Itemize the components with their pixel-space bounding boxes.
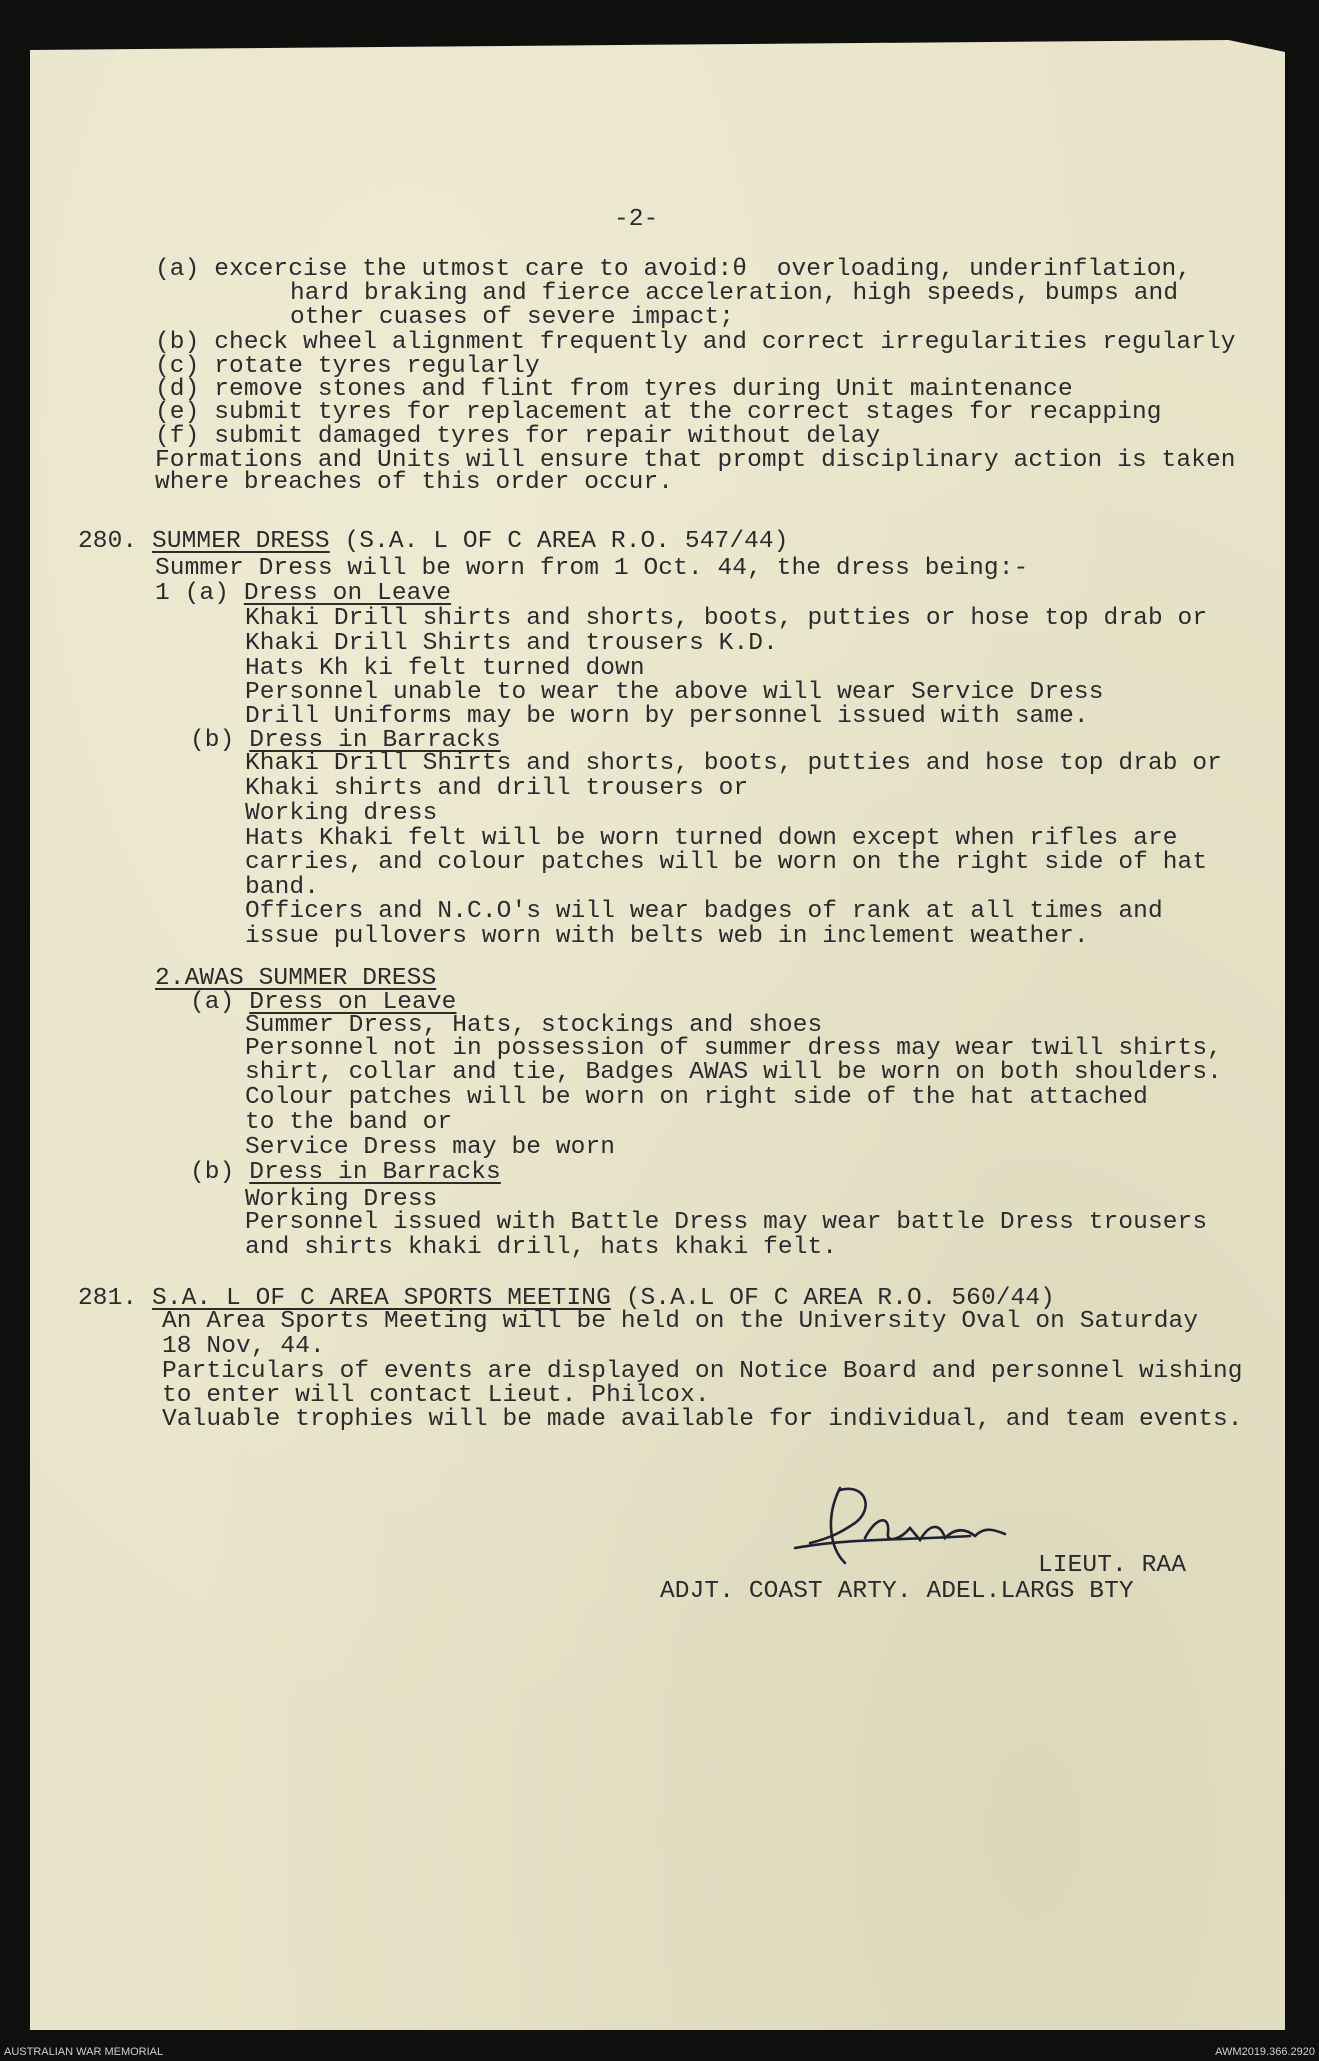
text-line: Service Dress may be worn: [245, 1134, 616, 1161]
section-heading: Dress in Barracks: [249, 1159, 501, 1186]
text-line: Drill Uniforms may be worn by personnel issued with same.: [245, 703, 1089, 730]
footer-accession-number: AWM2019.366.2920: [1215, 2046, 1315, 2058]
text-line: Personnel issued with Battle Dress may wear battle Dress trousers: [245, 1209, 1208, 1236]
text-line: shirt, collar and tie, Badges AWAS will be worn on both shoulders.: [245, 1059, 1222, 1086]
text-line: (b) check wheel alignment frequently and correct irregularities regularly: [155, 329, 1236, 356]
text-line: Summer Dress will be worn from 1 Oct. 44, the dress being:-: [155, 555, 1029, 582]
section-heading: 2.AWAS SUMMER DRESS: [155, 965, 437, 992]
line-prefix: 281.: [78, 1285, 153, 1312]
text-line: where breaches of this order occur.: [155, 469, 674, 496]
text-line: Summer Dress, Hats, stockings and shoes: [245, 1012, 823, 1039]
text-line: ADJT. COAST ARTY. ADEL.LARGS BTY: [660, 1578, 1134, 1605]
text-line: [190, 1161, 501, 1186]
text-line: carries, and colour patches will be worn on the right side of hat: [245, 849, 1208, 876]
text-line: band.: [245, 874, 320, 901]
text-line: Hats Kh ki felt turned down: [245, 655, 645, 682]
text-line: Khaki Drill Shirts and trousers K.D.: [245, 630, 778, 657]
text-line: Working dress: [245, 800, 438, 827]
text-line: (d) remove stones and flint from tyres during Unit maintenance: [155, 376, 1073, 403]
text-line: (c) rotate tyres regularly: [155, 353, 540, 380]
text-line: Khaki Drill Shirts and shorts, boots, putties and hose top drab or: [245, 750, 1222, 777]
line-prefix: (b): [190, 1159, 250, 1186]
section-heading: Dress in Barracks: [249, 727, 501, 754]
text-line: (a) excercise the utmost care to avoid:θ overloading, underinflation,: [155, 256, 1192, 283]
text-line: Formations and Units will ensure that prompt disciplinary action is taken: [155, 447, 1236, 474]
text-line: hard braking and fierce acceleration, high speeds, bumps and: [290, 280, 1179, 307]
text-line: LIEUT. RAA: [1038, 1552, 1187, 1579]
footer-source-label: AUSTRALIAN WAR MEMORIAL: [4, 2046, 164, 2058]
text-line: Hats Khaki felt will be worn turned down except when rifles are: [245, 825, 1178, 852]
text-line: (f) submit damaged tyres for repair without delay: [155, 423, 881, 450]
section-heading: S.A. L OF C AREA SPORTS MEETING: [152, 1285, 611, 1312]
line-text: (S.A.L OF C AREA R.O. 560/44): [610, 1285, 1055, 1312]
text-line: Officers and N.C.O's will wear badges of rank at all times and: [245, 898, 1163, 925]
text-line: and shirts khaki drill, hats khaki felt.: [245, 1234, 838, 1261]
text-line: to the band or: [245, 1109, 453, 1136]
page-number: -2-: [614, 206, 659, 233]
text-line: Personnel unable to wear the above will wear Service Dress: [245, 679, 1104, 706]
text-line: other cuases of severe impact;: [290, 304, 735, 331]
text-line: issue pullovers worn with belts web in inclement weather.: [245, 923, 1089, 950]
line-prefix: 280.: [78, 528, 153, 555]
section-heading: Dress on Leave: [249, 989, 457, 1016]
text-line: Personnel not in possession of summer dress may wear twill shirts,: [245, 1035, 1222, 1062]
section-heading: SUMMER DRESS: [152, 528, 330, 555]
line-text: (S.A. L OF C AREA R.O. 547/44): [329, 528, 789, 555]
text-line: Khaki Drill shirts and shorts, boots, putties or hose top drab or: [245, 605, 1208, 632]
line-prefix: (a): [190, 989, 250, 1016]
line-prefix: 1 (a): [155, 580, 244, 607]
section-heading: Dress on Leave: [243, 580, 452, 607]
text-line: Colour patches will be worn on right side of the hat attached: [245, 1084, 1148, 1111]
text-line: Khaki shirts and drill trousers or: [245, 775, 749, 802]
text-line: [78, 530, 789, 555]
text-line: Particulars of events are displayed on Notice Board and personnel wishing: [162, 1358, 1243, 1385]
text-line: Working Dress: [245, 1186, 438, 1213]
text-line: (e) submit tyres for replacement at the correct stages for recapping: [155, 399, 1162, 426]
text-line: An Area Sports Meeting will be held on the University Oval on Saturday: [162, 1308, 1199, 1335]
text-line: Valuable trophies will be made available for individual, and team events.: [162, 1406, 1243, 1433]
line-prefix: (b): [190, 727, 250, 754]
text-line: [155, 582, 451, 607]
handwritten-signature: [770, 1478, 1030, 1578]
text-line: 18 Nov, 44.: [162, 1333, 325, 1360]
text-line: [155, 967, 436, 992]
text-line: to enter will contact Lieut. Philcox.: [162, 1382, 710, 1409]
